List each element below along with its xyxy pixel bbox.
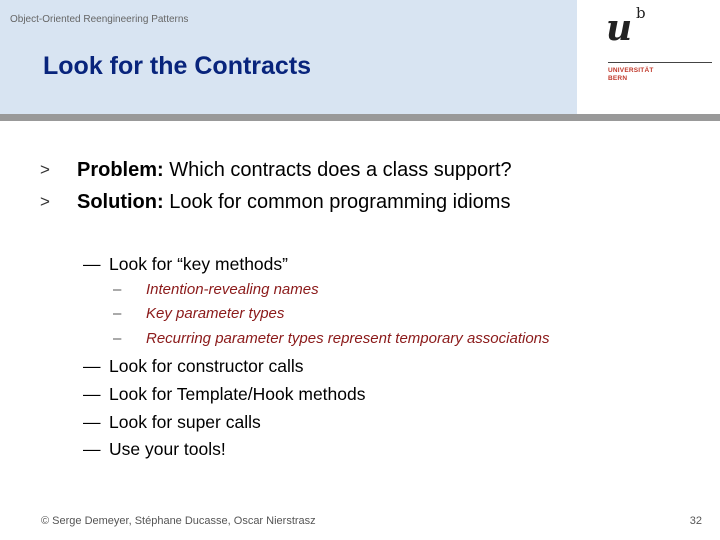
dash-marker: — (83, 356, 101, 376)
logo-text (608, 67, 654, 83)
detail-text: Key parameter types (146, 305, 285, 322)
logo-divider (608, 62, 712, 63)
logo-line-2: BERN (608, 75, 628, 82)
bullet-label: Problem: (77, 159, 164, 181)
subitem-text: Look for “key methods” (109, 254, 288, 274)
bullet-label: Solution: (77, 191, 164, 213)
page-number: 32 (689, 515, 702, 527)
bullet-body: Which contracts does a class support? (163, 159, 512, 181)
slide-title: Look for the Contracts (43, 52, 312, 80)
dash-marker: – (113, 281, 122, 298)
logo-area (577, 0, 720, 114)
dash-marker: — (83, 412, 101, 432)
dash-marker: — (83, 254, 101, 274)
bullet-text (77, 190, 510, 214)
subitem-text: Look for Template/Hook methods (109, 384, 366, 404)
subitem-text: Look for constructor calls (109, 356, 304, 376)
dash-marker: – (113, 330, 122, 347)
dash-marker: – (113, 305, 122, 322)
detail-text: Recurring parameter types represent temporary associations (146, 330, 550, 347)
logo-b: b (636, 4, 646, 22)
course-title: Object-Oriented Reengineering Patterns (10, 14, 189, 25)
logo-u: u (606, 7, 633, 49)
header-divider (0, 114, 720, 121)
bullet-body: Look for common programming idioms (163, 191, 511, 213)
dash-marker: — (83, 439, 101, 459)
logo-line-1: UNIVERSITÄT (608, 67, 654, 74)
bullet-text (77, 158, 512, 182)
footer-credits: © Serge Demeyer, Stéphane Ducasse, Oscar Nierstrasz (41, 515, 316, 527)
subitem-text: Use your tools! (109, 439, 226, 459)
bullet-marker: > (40, 192, 50, 211)
bullet-marker: > (40, 160, 50, 179)
dash-marker: — (83, 384, 101, 404)
subitem-text: Look for super calls (109, 412, 261, 432)
detail-text: Intention-revealing names (146, 281, 319, 298)
